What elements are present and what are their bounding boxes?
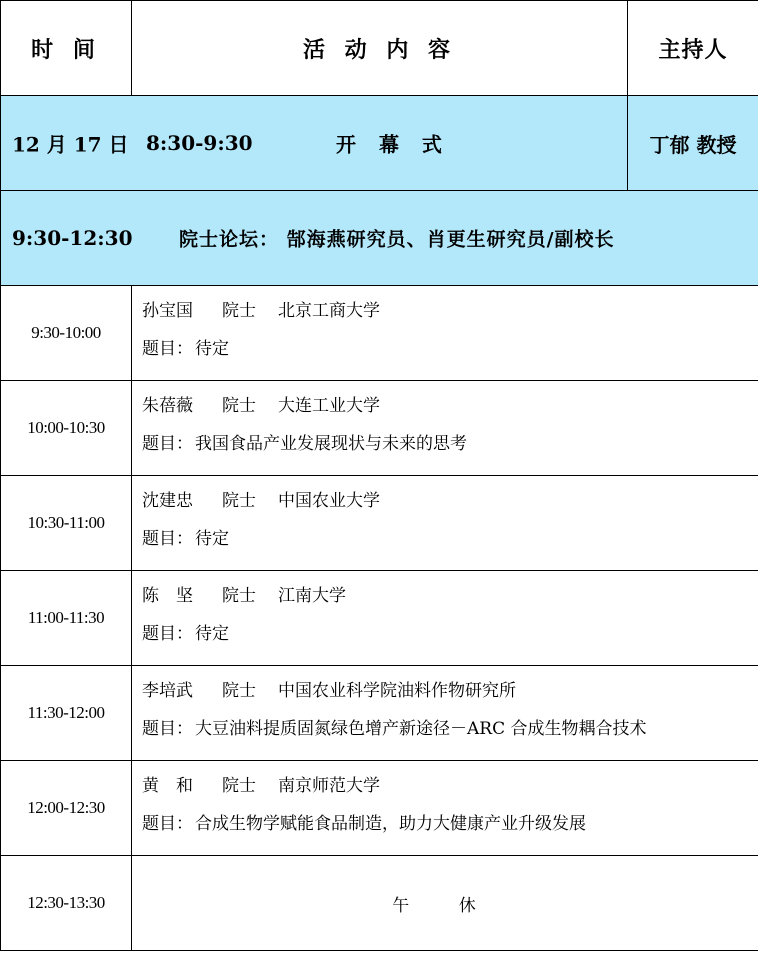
talk-affiliation: 中国农业大学 (278, 491, 380, 511)
talk-topic-label: 题目： (142, 434, 193, 454)
talk-affiliation: 江南大学 (278, 586, 346, 606)
talk-speaker: 陈 坚 (142, 586, 193, 606)
talk-topic: 我国食品产业发展现状与未来的思考 (195, 434, 467, 454)
talk-rank: 院士 (222, 301, 256, 321)
talk-affiliation: 大连工业大学 (278, 396, 380, 416)
talk-topic: 合成生物学赋能食品制造，助力大健康产业升级发展 (195, 814, 586, 834)
lunch-time: 12:30-13:30 (1, 856, 132, 951)
forum-title: 院士论坛： 郜海燕研究员、肖更生研究员/副校长 (179, 228, 615, 251)
talk-cell (132, 761, 758, 856)
talk-row (1, 571, 758, 666)
talk-time: 11:30-12:00 (1, 666, 132, 761)
talk-topic: 大豆油料提质固氮绿色增产新途径－ARC 合成生物耦合技术 (195, 719, 647, 739)
talk-speaker: 黄 和 (142, 776, 193, 796)
opening-row (1, 96, 758, 191)
talk-cell (132, 476, 758, 571)
header-row (1, 1, 758, 96)
opening-cell (1, 96, 628, 191)
talk-time: 9:30-10:00 (1, 286, 132, 381)
opening-time: 8:30-9:30 (146, 131, 253, 155)
talk-row (1, 381, 758, 476)
talk-topic-label: 题目： (142, 814, 193, 834)
talk-topic-label: 题目： (142, 624, 193, 644)
talk-cell (132, 571, 758, 666)
talk-rank: 院士 (222, 491, 256, 511)
talk-speaker: 沈建忠 (142, 491, 193, 511)
talk-cell (132, 381, 758, 476)
talk-affiliation: 中国农业科学院油料作物研究所 (278, 681, 516, 701)
talk-row (1, 286, 758, 381)
opening-date: 12 月 17 日 (12, 132, 129, 157)
talk-time: 10:00-10:30 (1, 381, 132, 476)
forum-time: 9:30-12:30 (12, 226, 133, 250)
talk-topic: 待定 (195, 529, 229, 549)
lunch-label: 午 休 (132, 856, 758, 951)
talk-speaker: 孙宝国 (142, 301, 193, 321)
talk-row (1, 476, 758, 571)
talk-speaker: 李培武 (142, 681, 193, 701)
header-activity: 活 动 内 容 (132, 1, 628, 96)
talk-speaker: 朱蓓薇 (142, 396, 193, 416)
opening-host: 丁郁 教授 (628, 96, 758, 191)
talk-topic-label: 题目： (142, 339, 193, 359)
talk-row (1, 666, 758, 761)
header-time: 时 间 (1, 1, 132, 96)
talk-cell (132, 286, 758, 381)
talk-time: 11:00-11:30 (1, 571, 132, 666)
talk-topic: 待定 (195, 339, 229, 359)
talk-rank: 院士 (222, 681, 256, 701)
talk-rank: 院士 (222, 776, 256, 796)
header-host: 主持人 (628, 1, 758, 96)
talk-rank: 院士 (222, 396, 256, 416)
talk-rank: 院士 (222, 586, 256, 606)
talk-affiliation: 北京工商大学 (278, 301, 380, 321)
opening-title: 开 幕 式 (336, 132, 450, 157)
talk-row (1, 761, 758, 856)
talk-time: 12:00-12:30 (1, 761, 132, 856)
talk-topic-label: 题目： (142, 529, 193, 549)
talk-topic: 待定 (195, 624, 229, 644)
lunch-row (1, 856, 758, 951)
talk-cell (132, 666, 758, 761)
talk-time: 10:30-11:00 (1, 476, 132, 571)
forum-row (1, 191, 758, 286)
talk-affiliation: 南京师范大学 (278, 776, 380, 796)
talk-topic-label: 题目： (142, 719, 193, 739)
forum-cell (1, 191, 758, 286)
